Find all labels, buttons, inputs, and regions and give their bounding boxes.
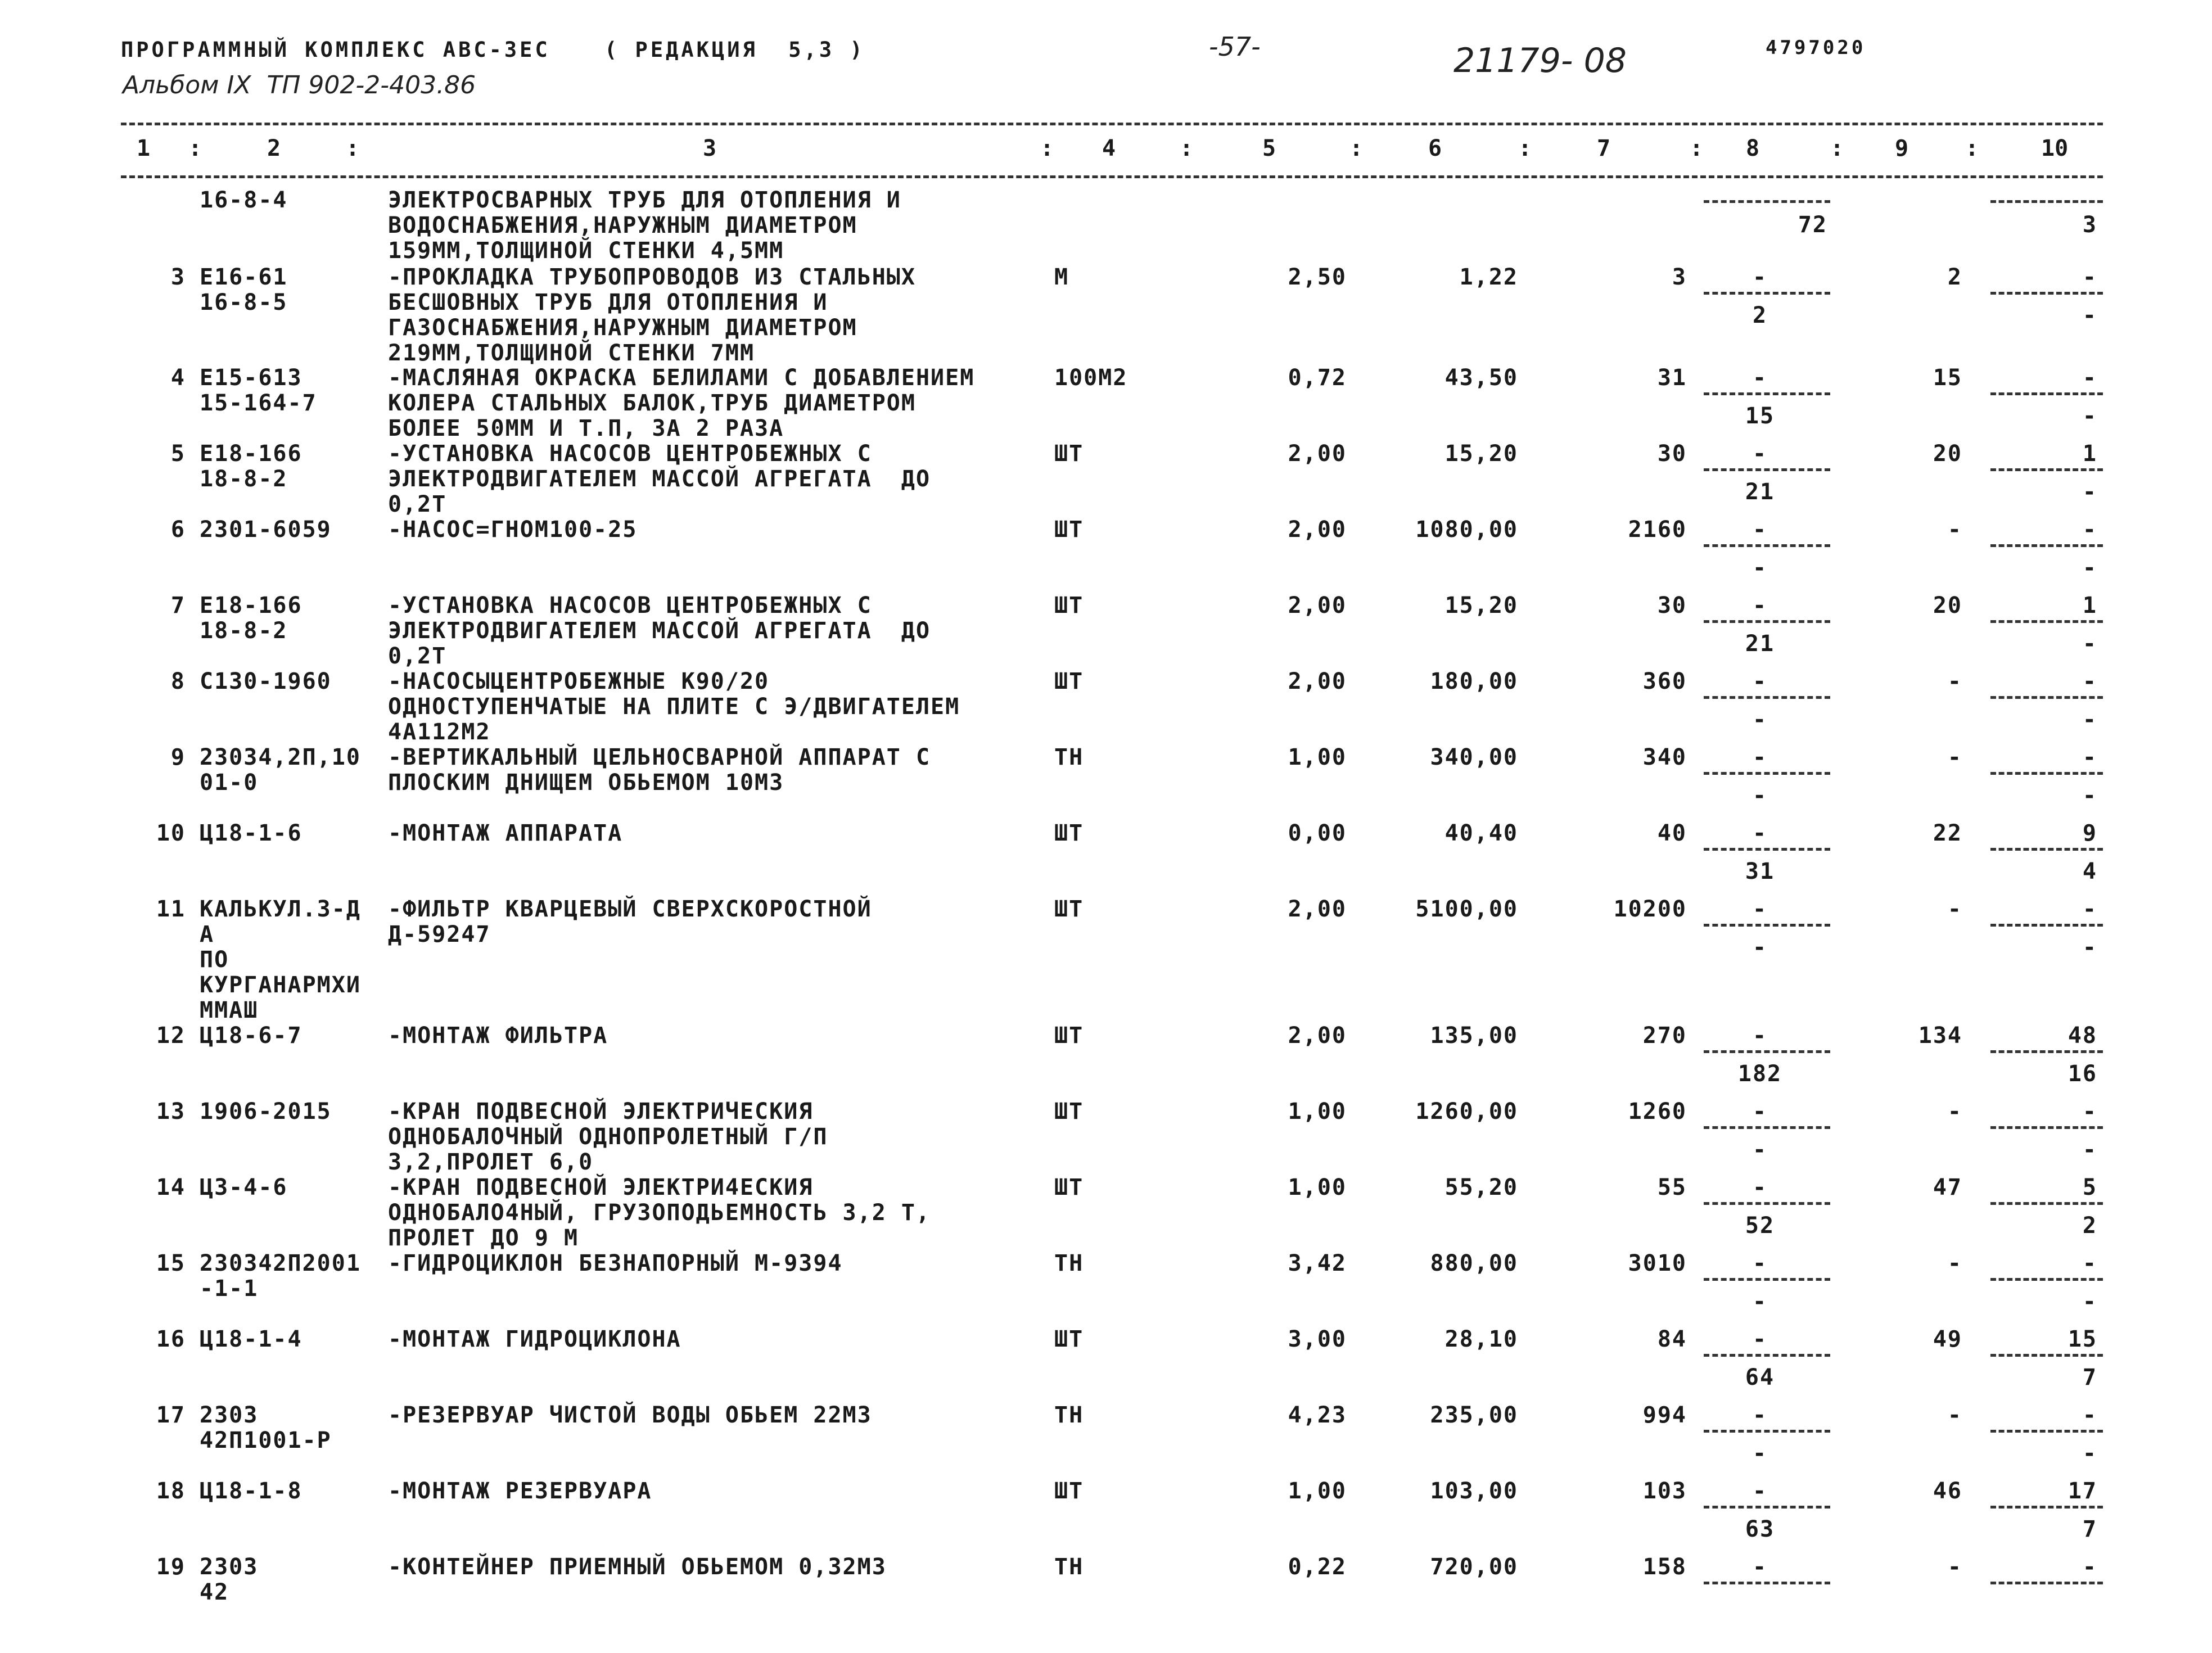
column-header-6: 6 — [1428, 136, 1442, 161]
page-number: -57- — [1209, 31, 1261, 62]
col10-upper-value: 1 — [2082, 441, 2097, 467]
row-quantity: 2,50 — [1288, 264, 1347, 290]
row-quantity: 2,00 — [1288, 669, 1347, 694]
row-unit: ШТ — [1054, 1326, 1084, 1352]
row-number: 14 — [156, 1175, 186, 1200]
row-number: 4 — [170, 365, 186, 391]
column-header-10: 10 — [2041, 136, 2069, 161]
program-title: ПРОГРАММНЫЙ КОМПЛЕКС АВС-ЗЕС — [121, 38, 550, 62]
col8-upper-value: - — [1752, 669, 1768, 694]
col10-lower-value: 3 — [2082, 212, 2097, 238]
col9-value: 134 — [1918, 1023, 1962, 1049]
col8-upper-value: - — [1752, 896, 1768, 922]
col8-upper-value: - — [1752, 593, 1768, 618]
row-description: -МОНТАЖ ГИДРОЦИКЛОНА — [388, 1326, 681, 1352]
row-number: 9 — [170, 744, 186, 770]
row-code: 2303 42П1001-Р — [200, 1402, 332, 1453]
row-total: 55 — [1657, 1175, 1687, 1200]
row-quantity: 0,72 — [1288, 365, 1347, 391]
col8-upper-value: - — [1752, 441, 1768, 467]
row-quantity: 2,00 — [1288, 1023, 1347, 1049]
col8-lower-value: - — [1752, 1137, 1768, 1163]
col8-upper-value: - — [1752, 365, 1768, 391]
row-unit: ШТ — [1054, 1175, 1084, 1200]
column-separator: : — [1965, 136, 1979, 161]
row-total: 360 — [1642, 669, 1687, 694]
col8-upper-value: - — [1752, 1023, 1768, 1049]
row-unit-price: 135,00 — [1430, 1023, 1518, 1049]
col10-divider — [1990, 1582, 2103, 1584]
row-number: 13 — [156, 1099, 186, 1124]
col8-divider — [1704, 620, 1830, 623]
row-total: 2160 — [1628, 517, 1687, 543]
row-number: 18 — [156, 1478, 186, 1504]
row-total: 10200 — [1613, 896, 1687, 922]
col8-divider — [1704, 772, 1830, 775]
col10-lower-value: - — [2082, 707, 2097, 733]
col10-upper-value: 48 — [2067, 1023, 2097, 1049]
row-unit: ТН — [1054, 1402, 1084, 1428]
column-separator: : — [346, 136, 360, 161]
col9-value: 15 — [1933, 365, 1962, 391]
col9-value: - — [1947, 1554, 1962, 1580]
row-total: 30 — [1657, 593, 1687, 618]
row-total: 31 — [1657, 365, 1687, 391]
col10-upper-value: - — [2082, 1250, 2097, 1276]
row-number: 3 — [170, 264, 186, 290]
column-separator: : — [1830, 136, 1844, 161]
row-unit: ТН — [1054, 1554, 1084, 1580]
col10-divider — [1990, 696, 2103, 699]
row-number: 8 — [170, 669, 186, 694]
col9-value: - — [1947, 744, 1962, 770]
row-description: -МОНТАЖ ФИЛЬТРА — [388, 1023, 608, 1049]
column-header-4: 4 — [1102, 136, 1116, 161]
col10-divider — [1990, 1126, 2103, 1129]
edition-label: ( РЕДАКЦИЯ 5,3 ) — [604, 38, 865, 62]
col10-divider — [1990, 1278, 2103, 1281]
row-description: -ГИДРОЦИКЛОН БЕЗНАПОРНЫЙ М-9394 — [388, 1250, 843, 1276]
col10-divider — [1990, 848, 2103, 851]
col10-lower-value: - — [2082, 403, 2097, 429]
row-unit: 100М2 — [1054, 365, 1128, 391]
col8-upper-value: - — [1752, 744, 1768, 770]
col10-upper-value: - — [2082, 669, 2097, 694]
row-description: -НАСОСЫЦЕНТРОБЕЖНЫЕ К90/20 ОДНОСТУПЕНЧАТЫЕ НА ПЛИТЕ С Э/ДВИГАТЕЛЕМ 4А112М2 — [388, 669, 960, 745]
row-unit-price: 103,00 — [1430, 1478, 1518, 1504]
col10-upper-value: - — [2082, 896, 2097, 922]
row-quantity: 2,00 — [1288, 593, 1347, 618]
col10-lower-value: - — [2082, 555, 2097, 581]
row-unit: ТН — [1054, 744, 1084, 770]
column-separator: : — [1518, 136, 1532, 161]
col10-lower-value: 4 — [2082, 859, 2097, 884]
row-quantity: 3,00 — [1288, 1326, 1347, 1352]
col8-upper-value: - — [1752, 1099, 1768, 1124]
col9-value: - — [1947, 669, 1962, 694]
col10-divider — [1990, 1506, 2103, 1509]
row-unit: ШТ — [1054, 669, 1084, 694]
col10-upper-value: 17 — [2067, 1478, 2097, 1504]
row-code: 23034,2П,10 01-0 — [200, 744, 361, 796]
col8-divider — [1704, 544, 1830, 547]
row-quantity: 2,00 — [1288, 896, 1347, 922]
row-code: 2301-6059 — [200, 517, 332, 543]
row-code: Е18-166 18-8-2 — [200, 441, 303, 492]
col9-value: 49 — [1933, 1326, 1962, 1352]
row-code: Ц18-1-4 — [200, 1326, 303, 1352]
row-unit-price: 1,22 — [1459, 264, 1518, 290]
row-quantity: 1,00 — [1288, 1478, 1347, 1504]
col10-upper-value: - — [2082, 264, 2097, 290]
row-total: 994 — [1642, 1402, 1687, 1428]
col10-lower-value: 7 — [2082, 1365, 2097, 1390]
col8-lower-value: - — [1752, 783, 1768, 809]
column-header-3: 3 — [703, 136, 717, 161]
row-code: Ц18-1-6 — [200, 820, 303, 846]
col10-divider — [1990, 1430, 2103, 1433]
col8-upper-value: - — [1752, 517, 1768, 543]
col9-value: 2 — [1947, 264, 1962, 290]
row-unit: ТН — [1054, 1250, 1084, 1276]
col8-divider — [1704, 392, 1830, 395]
row-number: 5 — [170, 441, 186, 467]
col8-divider — [1704, 1126, 1830, 1129]
row-unit-price: 235,00 — [1430, 1402, 1518, 1428]
col8-divider — [1704, 1506, 1830, 1509]
row-description: -ВЕРТИКАЛЬНЫЙ ЦЕЛЬНОСВАРНОЙ АППАРАТ С ПЛОСКИМ ДНИЩЕМ ОБЬЕМОМ 10М3 — [388, 744, 931, 796]
col8-divider — [1704, 1050, 1830, 1053]
row-description: -НАСОС=ГНОМ100-25 — [388, 517, 638, 543]
col10-divider — [1990, 468, 2103, 471]
col8-divider — [1704, 1278, 1830, 1281]
col8-lower-value: 63 — [1745, 1516, 1775, 1542]
col9-value: - — [1947, 517, 1962, 543]
col8-upper-value: - — [1752, 1175, 1768, 1200]
col8-divider — [1704, 1582, 1830, 1584]
col10-upper-value: - — [2082, 1099, 2097, 1124]
row-code: Ц18-6-7 — [200, 1023, 303, 1049]
col8-lower-value: 72 — [1798, 212, 1827, 238]
col9-value: 46 — [1933, 1478, 1962, 1504]
col9-value: - — [1947, 1250, 1962, 1276]
col10-lower-value: - — [2082, 1137, 2097, 1163]
col10-divider — [1990, 292, 2103, 295]
col8-upper-value: - — [1752, 1478, 1768, 1504]
col8-divider — [1704, 924, 1830, 927]
col10-lower-value: 7 — [2082, 1516, 2097, 1542]
row-total: 1260 — [1628, 1099, 1687, 1124]
row-quantity: 1,00 — [1288, 1099, 1347, 1124]
column-separator: : — [1349, 136, 1364, 161]
col10-divider — [1990, 1202, 2103, 1205]
row-unit-price: 180,00 — [1430, 669, 1518, 694]
header-rule-top — [121, 123, 2103, 125]
col10-upper-value: 5 — [2082, 1175, 2097, 1200]
col10-lower-value: - — [2082, 1289, 2097, 1315]
col8-divider — [1704, 848, 1830, 851]
document-number: 21179- 08 — [1453, 41, 1627, 80]
col8-lower-value: - — [1752, 555, 1768, 581]
row-description: -РЕЗЕРВУАР ЧИСТОЙ ВОДЫ ОБЬЕМ 22М3 — [388, 1402, 872, 1428]
column-header-5: 5 — [1262, 136, 1276, 161]
col8-lower-value: 15 — [1745, 403, 1775, 429]
col8-lower-value: - — [1752, 934, 1768, 960]
row-unit-price: 5100,00 — [1415, 896, 1518, 922]
col8-divider — [1704, 696, 1830, 699]
col10-divider — [1990, 1050, 2103, 1053]
row-quantity: 4,23 — [1288, 1402, 1347, 1428]
row-description: -МОНТАЖ РЕЗЕРВУАРА — [388, 1478, 652, 1504]
row-unit-price: 1080,00 — [1415, 517, 1518, 543]
col8-upper-value: - — [1752, 820, 1768, 846]
row-total: 84 — [1657, 1326, 1687, 1352]
col10-upper-value: - — [2082, 1402, 2097, 1428]
col9-value: - — [1947, 896, 1962, 922]
col10-lower-value: - — [2082, 479, 2097, 505]
col10-lower-value: - — [2082, 302, 2097, 328]
row-description: -КОНТЕЙНЕР ПРИЕМНЫЙ ОБЬЕМОМ 0,32М3 — [388, 1554, 887, 1580]
column-separator: : — [1690, 136, 1704, 161]
row-description: -ПРОКЛАДКА ТРУБОПРОВОДОВ ИЗ СТАЛЬНЫХ БЕСШОВНЫХ ТРУБ ДЛЯ ОТОПЛЕНИЯ И ГАЗОСНАБЖЕНИЯ,НАРУЖНЫМ ДИАМЕТРОМ 219ММ,ТОЛЩИНОЙ СТЕНКИ 7ММ — [388, 264, 916, 366]
col9-value: - — [1947, 1099, 1962, 1124]
row-unit: ШТ — [1054, 820, 1084, 846]
row-description: -МОНТАЖ АППАРАТА — [388, 820, 623, 846]
col10-divider — [1990, 392, 2103, 395]
col10-divider — [1990, 544, 2103, 547]
album-annotation: Альбом IX ТП 902-2-403.86 — [123, 71, 476, 100]
row-code: КАЛЬКУЛ.3-Д А ПО КУРГАНАРМХИ ММАШ — [200, 896, 361, 1023]
row-total: 158 — [1642, 1554, 1687, 1580]
col9-value: 22 — [1933, 820, 1962, 846]
col10-upper-value: - — [2082, 365, 2097, 391]
col8-upper-value: - — [1752, 1326, 1768, 1352]
col10-upper-value: - — [2082, 1554, 2097, 1580]
row-unit: ШТ — [1054, 593, 1084, 618]
row-code: 16-8-4 — [200, 187, 288, 213]
row-quantity: 1,00 — [1288, 744, 1347, 770]
col8-lower-value: 21 — [1745, 631, 1775, 657]
document-code: 4797020 — [1766, 37, 1866, 59]
row-number: 11 — [156, 896, 186, 922]
row-unit-price: 40,40 — [1444, 820, 1518, 846]
row-number: 7 — [170, 593, 186, 618]
col8-divider — [1704, 468, 1830, 471]
col8-lower-value: 21 — [1745, 479, 1775, 505]
col8-lower-value: 52 — [1745, 1213, 1775, 1239]
column-header-2: 2 — [267, 136, 281, 161]
row-description: -МАСЛЯНАЯ ОКРАСКА БЕЛИЛАМИ С ДОБАВЛЕНИЕМ КОЛЕРА СТАЛЬНЫХ БАЛОК,ТРУБ ДИАМЕТРОМ БОЛЕЕ 50ММ И Т.П, ЗА 2 РАЗА — [388, 365, 975, 441]
col8-divider — [1704, 292, 1830, 295]
row-unit: ШТ — [1054, 896, 1084, 922]
col9-value: 47 — [1933, 1175, 1962, 1200]
col10-upper-value: 9 — [2082, 820, 2097, 846]
col10-upper-value: 15 — [2067, 1326, 2097, 1352]
row-number: 10 — [156, 820, 186, 846]
col9-value: - — [1947, 1402, 1962, 1428]
col8-lower-value: - — [1752, 1289, 1768, 1315]
col10-upper-value: - — [2082, 517, 2097, 543]
row-unit-price: 55,20 — [1444, 1175, 1518, 1200]
row-total: 103 — [1642, 1478, 1687, 1504]
col8-lower-value: - — [1752, 707, 1768, 733]
col8-divider — [1704, 200, 1830, 203]
col10-lower-value: - — [2082, 1440, 2097, 1466]
row-unit: ШТ — [1054, 1478, 1084, 1504]
col8-upper-value: - — [1752, 1554, 1768, 1580]
col10-divider — [1990, 772, 2103, 775]
row-code: С130-1960 — [200, 669, 332, 694]
column-header-8: 8 — [1746, 136, 1760, 161]
col8-lower-value: - — [1752, 1440, 1768, 1466]
row-total: 40 — [1657, 820, 1687, 846]
row-number: 17 — [156, 1402, 186, 1428]
row-total: 270 — [1642, 1023, 1687, 1049]
col8-upper-value: - — [1752, 264, 1768, 290]
row-total: 340 — [1642, 744, 1687, 770]
row-number: 6 — [170, 517, 186, 543]
row-unit-price: 720,00 — [1430, 1554, 1518, 1580]
col9-value: 20 — [1933, 593, 1962, 618]
col10-divider — [1990, 924, 2103, 927]
row-description: -КРАН ПОДВЕСНОЙ ЭЛЕКТРИЧЕСКИЯ ОДНОБАЛОЧНЫЙ ОДНОПРОЛЕТНЫЙ Г/П 3,2,ПРОЛЕТ 6,0 — [388, 1099, 828, 1175]
row-quantity: 1,00 — [1288, 1175, 1347, 1200]
row-description: -УСТАНОВКА НАСОСОВ ЦЕНТРОБЕЖНЫХ С ЭЛЕКТРОДВИГАТЕЛЕМ МАССОЙ АГРЕГАТА ДО 0,2Т — [388, 593, 931, 669]
row-quantity: 0,00 — [1288, 820, 1347, 846]
col10-upper-value: 1 — [2082, 593, 2097, 618]
row-code: 1906-2015 — [200, 1099, 332, 1124]
col8-upper-value: - — [1752, 1402, 1768, 1428]
row-unit: ШТ — [1054, 441, 1084, 467]
column-header-7: 7 — [1597, 136, 1611, 161]
col10-upper-value: - — [2082, 744, 2097, 770]
col10-lower-value: 16 — [2067, 1061, 2097, 1087]
col8-divider — [1704, 1354, 1830, 1357]
row-description: -УСТАНОВКА НАСОСОВ ЦЕНТРОБЕЖНЫХ С ЭЛЕКТРОДВИГАТЕЛЕМ МАССОЙ АГРЕГАТА ДО 0,2Т — [388, 441, 931, 517]
row-unit: ШТ — [1054, 1023, 1084, 1049]
row-unit-price: 15,20 — [1444, 441, 1518, 467]
col8-divider — [1704, 1430, 1830, 1433]
row-description: -ФИЛЬТР КВАРЦЕВЫЙ СВЕРХСКОРОСТНОЙ Д-59247 — [388, 896, 872, 947]
row-quantity: 2,00 — [1288, 517, 1347, 543]
row-number: 12 — [156, 1023, 186, 1049]
row-code: Е16-61 16-8-5 — [200, 264, 288, 315]
row-number: 19 — [156, 1554, 186, 1580]
row-quantity: 0,22 — [1288, 1554, 1347, 1580]
col8-lower-value: 182 — [1737, 1061, 1782, 1087]
row-quantity: 3,42 — [1288, 1250, 1347, 1276]
column-separator: : — [1040, 136, 1054, 161]
row-quantity: 2,00 — [1288, 441, 1347, 467]
col9-value: 20 — [1933, 441, 1962, 467]
row-code: Ц3-4-6 — [200, 1175, 288, 1200]
row-total: 3010 — [1628, 1250, 1687, 1276]
col10-lower-value: - — [2082, 783, 2097, 809]
column-header-9: 9 — [1895, 136, 1909, 161]
col10-divider — [1990, 200, 2103, 203]
header-rule-bottom — [121, 175, 2103, 178]
column-header-1: 1 — [137, 136, 151, 161]
col8-upper-value: - — [1752, 1250, 1768, 1276]
row-unit: ШТ — [1054, 517, 1084, 543]
col10-lower-value: - — [2082, 934, 2097, 960]
row-number: 16 — [156, 1326, 186, 1352]
col8-lower-value: 2 — [1752, 302, 1768, 328]
row-unit: ШТ — [1054, 1099, 1084, 1124]
col8-lower-value: 31 — [1745, 859, 1775, 884]
col10-lower-value: - — [2082, 631, 2097, 657]
row-unit: М — [1054, 264, 1069, 290]
row-description: ЭЛЕКТРОСВАРНЫХ ТРУБ ДЛЯ ОТОПЛЕНИЯ И ВОДОСНАБЖЕНИЯ,НАРУЖНЫМ ДИАМЕТРОМ 159ММ,ТОЛЩИНОЙ СТЕНКИ 4,5ММ — [388, 187, 901, 264]
col10-divider — [1990, 620, 2103, 623]
row-unit-price: 43,50 — [1444, 365, 1518, 391]
col8-lower-value: 64 — [1745, 1365, 1775, 1390]
col10-lower-value: 2 — [2082, 1213, 2097, 1239]
row-code: Е15-613 15-164-7 — [200, 365, 317, 416]
column-separator: : — [1180, 136, 1194, 161]
row-total: 30 — [1657, 441, 1687, 467]
row-unit-price: 880,00 — [1430, 1250, 1518, 1276]
col8-divider — [1704, 1202, 1830, 1205]
row-unit-price: 28,10 — [1444, 1326, 1518, 1352]
row-unit-price: 1260,00 — [1415, 1099, 1518, 1124]
col10-divider — [1990, 1354, 2103, 1357]
row-unit-price: 15,20 — [1444, 593, 1518, 618]
row-unit-price: 340,00 — [1430, 744, 1518, 770]
column-separator: : — [188, 136, 202, 161]
row-code: Е18-166 18-8-2 — [200, 593, 303, 644]
row-code: 2303 42 — [200, 1554, 259, 1605]
row-number: 15 — [156, 1250, 186, 1276]
row-description: -КРАН ПОДВЕСНОЙ ЭЛЕКТРИ4ЕСКИЯ ОДНОБАЛО4НЫЙ, ГРУЗОПОДЬЕМНОСТЬ 3,2 Т, ПРОЛЕТ ДО 9 М — [388, 1175, 931, 1251]
row-code: 230342П2001 -1-1 — [200, 1250, 361, 1302]
row-total: 3 — [1672, 264, 1687, 290]
row-code: Ц18-1-8 — [200, 1478, 303, 1504]
